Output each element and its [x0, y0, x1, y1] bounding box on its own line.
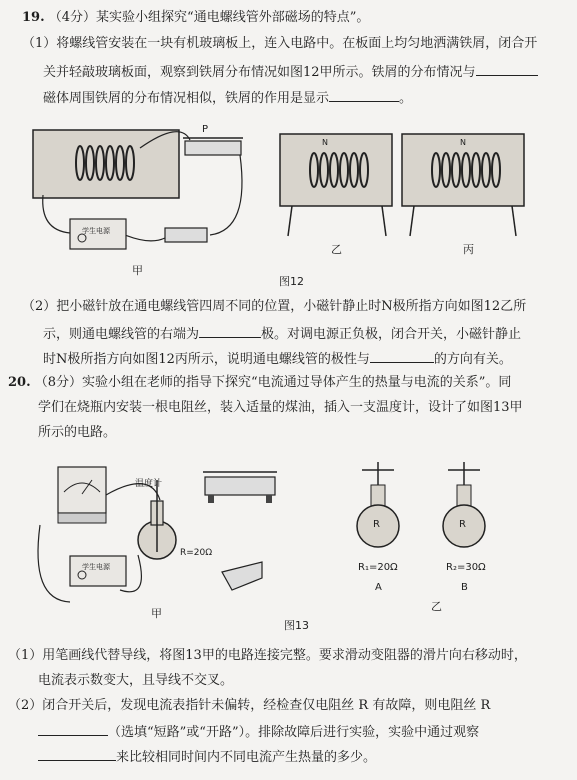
q19-p2-text3: 时N极所指方向如图12丙所示，说明通电螺线管的极性与: [43, 352, 370, 367]
switch-jia: [165, 228, 207, 242]
q19-p2-line2: [43, 325, 521, 343]
fig12-label-jia: 甲: [132, 264, 143, 277]
q19-p1-line1: （1）将螺线管安装在一块有机玻璃板上，连入电路中。在板面上均匀地洒满铁屑，闭合开: [22, 36, 538, 51]
q20-p1-line2: 电流表示数变大，且导线不交叉。: [38, 673, 234, 688]
q19-p2-text4: 的方向有关。: [433, 352, 512, 367]
fig13-label-supply: 学生电源: [82, 563, 110, 571]
fig13-label-b: B: [461, 582, 468, 593]
flask-b-r: R: [459, 519, 466, 530]
q19-p2-line3: [43, 350, 512, 368]
q19-p1-text2: 磁体周围铁屑的分布情况相似，铁屑的作用是显示: [43, 91, 330, 106]
fig13-label-thermo: 温度计: [135, 479, 163, 489]
glass-board-yi: [280, 134, 392, 206]
fig12-label-p: P: [202, 124, 209, 135]
needle-n-bing: N: [460, 138, 466, 147]
fig13-label-r: R=20Ω: [180, 548, 213, 558]
q19-p1-line3: 磁体周围铁屑的分布情况相似，铁屑的作用是显示 。: [43, 91, 413, 106]
q19-title: 某实验小组探究“通电螺线管外部磁场的特点”。: [96, 10, 370, 25]
fig12-label-supply: 学生电源: [82, 227, 110, 235]
ammeter: [58, 467, 106, 513]
q19-p1-text: 关并轻敲玻璃板面，观察到铁屑分布情况如图12甲所示。铁屑的分布情况与: [43, 65, 476, 80]
fig13-label-r1: R₁=20Ω: [358, 562, 398, 573]
answer-blank-6[interactable]: [38, 748, 116, 761]
fig13-label-r2: R₂=30Ω: [446, 562, 486, 573]
q20-p2-text2: 来比较相同时间内不同电流产生热量的多少。: [116, 750, 377, 765]
q20-p2-line1: （2）闭合开关后，发现电流表指针未偏转，经检查仅电阻丝 R 有故障，则电阻丝 R: [8, 698, 491, 713]
rheostat-13: [205, 477, 275, 495]
q19-score: （4分）: [48, 10, 97, 25]
rheostat-jia: [185, 141, 241, 155]
fig12-label-bing: 丙: [463, 243, 474, 256]
flask-a-r: R: [373, 519, 380, 530]
q20-p2-text: （选填“短路”或“开路”）。排除故障后进行实验，实验中通过观察: [108, 725, 480, 740]
fig13-caption: 图13: [284, 619, 309, 632]
answer-blank-5[interactable]: [38, 723, 108, 736]
fig13-label-a: A: [375, 582, 382, 593]
fig13-label-yi: 乙: [431, 600, 442, 613]
q19-p2-text: 示，则通电螺线管的右端为: [43, 327, 200, 342]
q19-number: 19.: [22, 10, 45, 25]
q20-p2-line3: [38, 748, 376, 766]
q20-p2-line2: [38, 723, 479, 741]
q19-p2-line1: （2）把小磁针放在通电螺线管四周不同的位置，小磁针静止时N极所指方向如图12乙所: [22, 299, 527, 314]
q19-p2-text2: 极。对调电源正负极，闭合开关，小磁针静止: [261, 327, 522, 342]
q20-score: （8分）: [34, 375, 83, 390]
fig13-label-jia: 甲: [151, 607, 162, 620]
q20-title: 实验小组在老师的指导下探究“电流通过导体产生的热量与电流的关系”。同: [82, 375, 512, 390]
q20-p1-line1: （1）用笔画线代替导线，将图13甲的电路连接完整。要求滑动变阻器的滑片向右移动时，: [8, 648, 527, 663]
fig12-caption: 图12: [279, 275, 304, 288]
fig12-label-yi: 乙: [331, 243, 342, 256]
q20-number: 20.: [8, 375, 31, 390]
answer-blank-3[interactable]: [199, 325, 261, 338]
q20-heading: [8, 375, 511, 391]
answer-blank-4[interactable]: [370, 350, 434, 363]
needle-n-yi: N: [322, 138, 328, 147]
q20-line2: 学们在烧瓶内安装一根电阻丝，装入适量的煤油，插入一支温度计，设计了如图13甲: [38, 400, 523, 415]
q20-line3: 所示的电路。: [38, 425, 117, 440]
switch-13: [222, 562, 262, 590]
